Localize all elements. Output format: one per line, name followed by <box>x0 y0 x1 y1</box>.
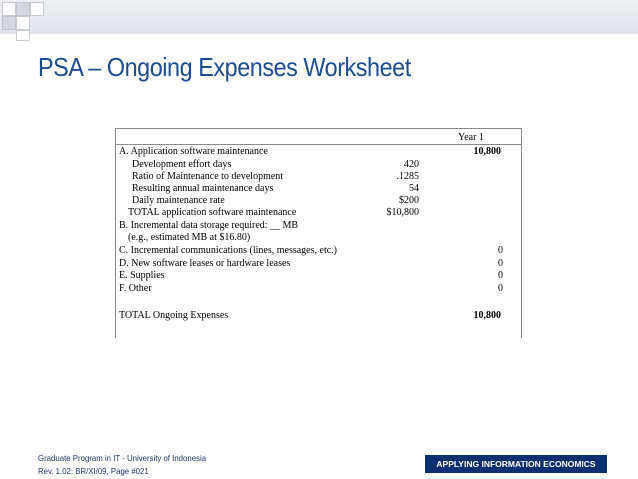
table-row <box>116 171 521 183</box>
footer-badge: APPLYING INFORMATION ECONOMICS <box>425 455 607 473</box>
row-year1-value: 0 <box>498 258 503 269</box>
decor-square <box>16 2 30 16</box>
slide-title: PSA – Ongoing Expenses Worksheet <box>38 52 411 82</box>
decor-square <box>16 30 30 41</box>
row-label: A. Application software maintenance <box>119 146 268 157</box>
row-label: F. Other <box>119 283 152 294</box>
row-year1-value: 0 <box>498 270 503 281</box>
footer-line-2: Rev. 1.02; BR/XI/09, Page #021 <box>38 466 149 476</box>
decor-square <box>2 2 16 16</box>
row-label: B. Incremental data storage required: __ MB <box>119 220 299 231</box>
table-row <box>116 270 521 282</box>
table-row <box>116 245 521 257</box>
decor-square <box>16 16 30 30</box>
expenses-worksheet-table <box>115 128 522 338</box>
row-year1-value: 0 <box>498 283 503 294</box>
row-label: D. New software leases or hardware leases <box>119 258 291 269</box>
row-label: TOTAL Ongoing Expenses <box>119 310 229 321</box>
footer-credits <box>38 452 206 478</box>
table-row <box>116 146 521 158</box>
year-column-header: Year 1 <box>458 132 484 143</box>
row-detail-value: $10,800 <box>386 207 419 218</box>
decor-square <box>2 16 16 30</box>
row-label: Ratio of Maintenance to development <box>132 171 284 182</box>
table-row <box>116 195 521 207</box>
row-detail-value: 420 <box>404 159 419 170</box>
decor-square <box>30 2 44 16</box>
table-row <box>116 207 521 219</box>
table-row <box>116 183 521 195</box>
table-row <box>116 159 521 171</box>
row-year1-value: 0 <box>498 245 503 256</box>
row-label: Resulting annual maintenance days <box>132 183 274 194</box>
row-label: Development effort days <box>132 159 232 170</box>
row-label: E. Supplies <box>119 270 165 281</box>
row-label: C. Incremental communications (lines, messages, etc.) <box>119 245 337 256</box>
row-detail-value: $200 <box>399 195 419 206</box>
table-row <box>116 232 521 244</box>
worksheet-header <box>116 129 521 145</box>
row-label: (e.g., estimated MB at $16.80) <box>128 232 251 243</box>
row-detail-value: 54 <box>409 183 419 194</box>
table-row <box>116 283 521 295</box>
row-label: Daily maintenance rate <box>132 195 225 206</box>
table-row <box>116 258 521 270</box>
row-label: TOTAL application software maintenance <box>128 207 297 218</box>
row-year1-value: 10,800 <box>473 310 501 321</box>
table-row <box>116 220 521 232</box>
row-detail-value: .1285 <box>396 171 419 182</box>
table-row <box>116 310 521 322</box>
row-year1-value: 10,800 <box>473 146 501 157</box>
footer-line-1: Graduate Program in IT - University of Indonesia <box>38 453 207 463</box>
top-banner <box>0 0 638 34</box>
decorative-squares <box>0 0 60 40</box>
